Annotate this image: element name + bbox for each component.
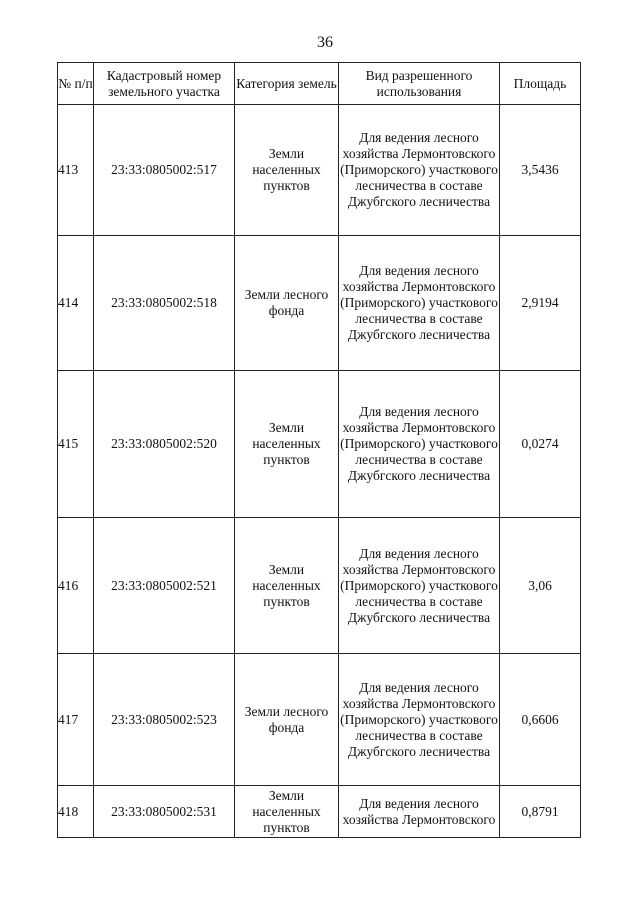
row-use: Для ведения лесного хозяйства Лермонтовского (Приморского) участкового лесничества в составе Джубгского лесничества <box>339 371 500 518</box>
row-area: 3,5436 <box>500 105 581 236</box>
row-use: Для ведения лесного хозяйства Лермонтовского (Приморского) участкового лесничества в составе Джубгского лесничества <box>339 105 500 236</box>
row-num: 413 <box>58 105 94 236</box>
header-category: Категория земель <box>235 63 339 105</box>
row-num: 418 <box>58 786 94 838</box>
row-category: Земли лесного фонда <box>235 654 339 786</box>
row-area: 0,8791 <box>500 786 581 838</box>
row-use: Для ведения лесного хозяйства Лермонтовского (Приморского) участкового лесничества в составе Джубгского лесничества <box>339 518 500 654</box>
header-use: Вид разрешенного использования <box>339 63 500 105</box>
page-number: 36 <box>317 34 333 51</box>
row-category: Земли населенных пунктов <box>235 371 339 518</box>
row-num: 415 <box>58 371 94 518</box>
row-cadastral: 23:33:0805002:517 <box>94 105 235 236</box>
table-row <box>58 105 581 236</box>
row-cadastral: 23:33:0805002:518 <box>94 236 235 371</box>
table-row <box>58 654 581 786</box>
row-category: Земли лесного фонда <box>235 236 339 371</box>
table-row <box>58 236 581 371</box>
row-cadastral: 23:33:0805002:523 <box>94 654 235 786</box>
row-category: Земли населенных пунктов <box>235 786 339 838</box>
row-num: 414 <box>58 236 94 371</box>
row-area: 0,6606 <box>500 654 581 786</box>
row-num: 417 <box>58 654 94 786</box>
header-num: № п/п <box>58 63 94 105</box>
row-area: 2,9194 <box>500 236 581 371</box>
row-cadastral: 23:33:0805002:520 <box>94 371 235 518</box>
row-num: 416 <box>58 518 94 654</box>
header-cadastral: Кадастровый номер земельного участка <box>94 63 235 105</box>
row-category: Земли населенных пунктов <box>235 105 339 236</box>
header-area: Площадь <box>500 63 581 105</box>
row-cadastral: 23:33:0805002:531 <box>94 786 235 838</box>
table-row <box>58 518 581 654</box>
row-cadastral: 23:33:0805002:521 <box>94 518 235 654</box>
row-area: 0,0274 <box>500 371 581 518</box>
table-header-row <box>58 63 581 105</box>
land-plots-table <box>57 62 581 838</box>
row-area: 3,06 <box>500 518 581 654</box>
table-row <box>58 371 581 518</box>
table-row <box>58 786 581 838</box>
row-category: Земли населенных пунктов <box>235 518 339 654</box>
row-use: Для ведения лесного хозяйства Лермонтовского <box>339 786 500 838</box>
row-use: Для ведения лесного хозяйства Лермонтовского (Приморского) участкового лесничества в составе Джубгского лесничества <box>339 654 500 786</box>
row-use: Для ведения лесного хозяйства Лермонтовского (Приморского) участкового лесничества в составе Джубгского лесничества <box>339 236 500 371</box>
